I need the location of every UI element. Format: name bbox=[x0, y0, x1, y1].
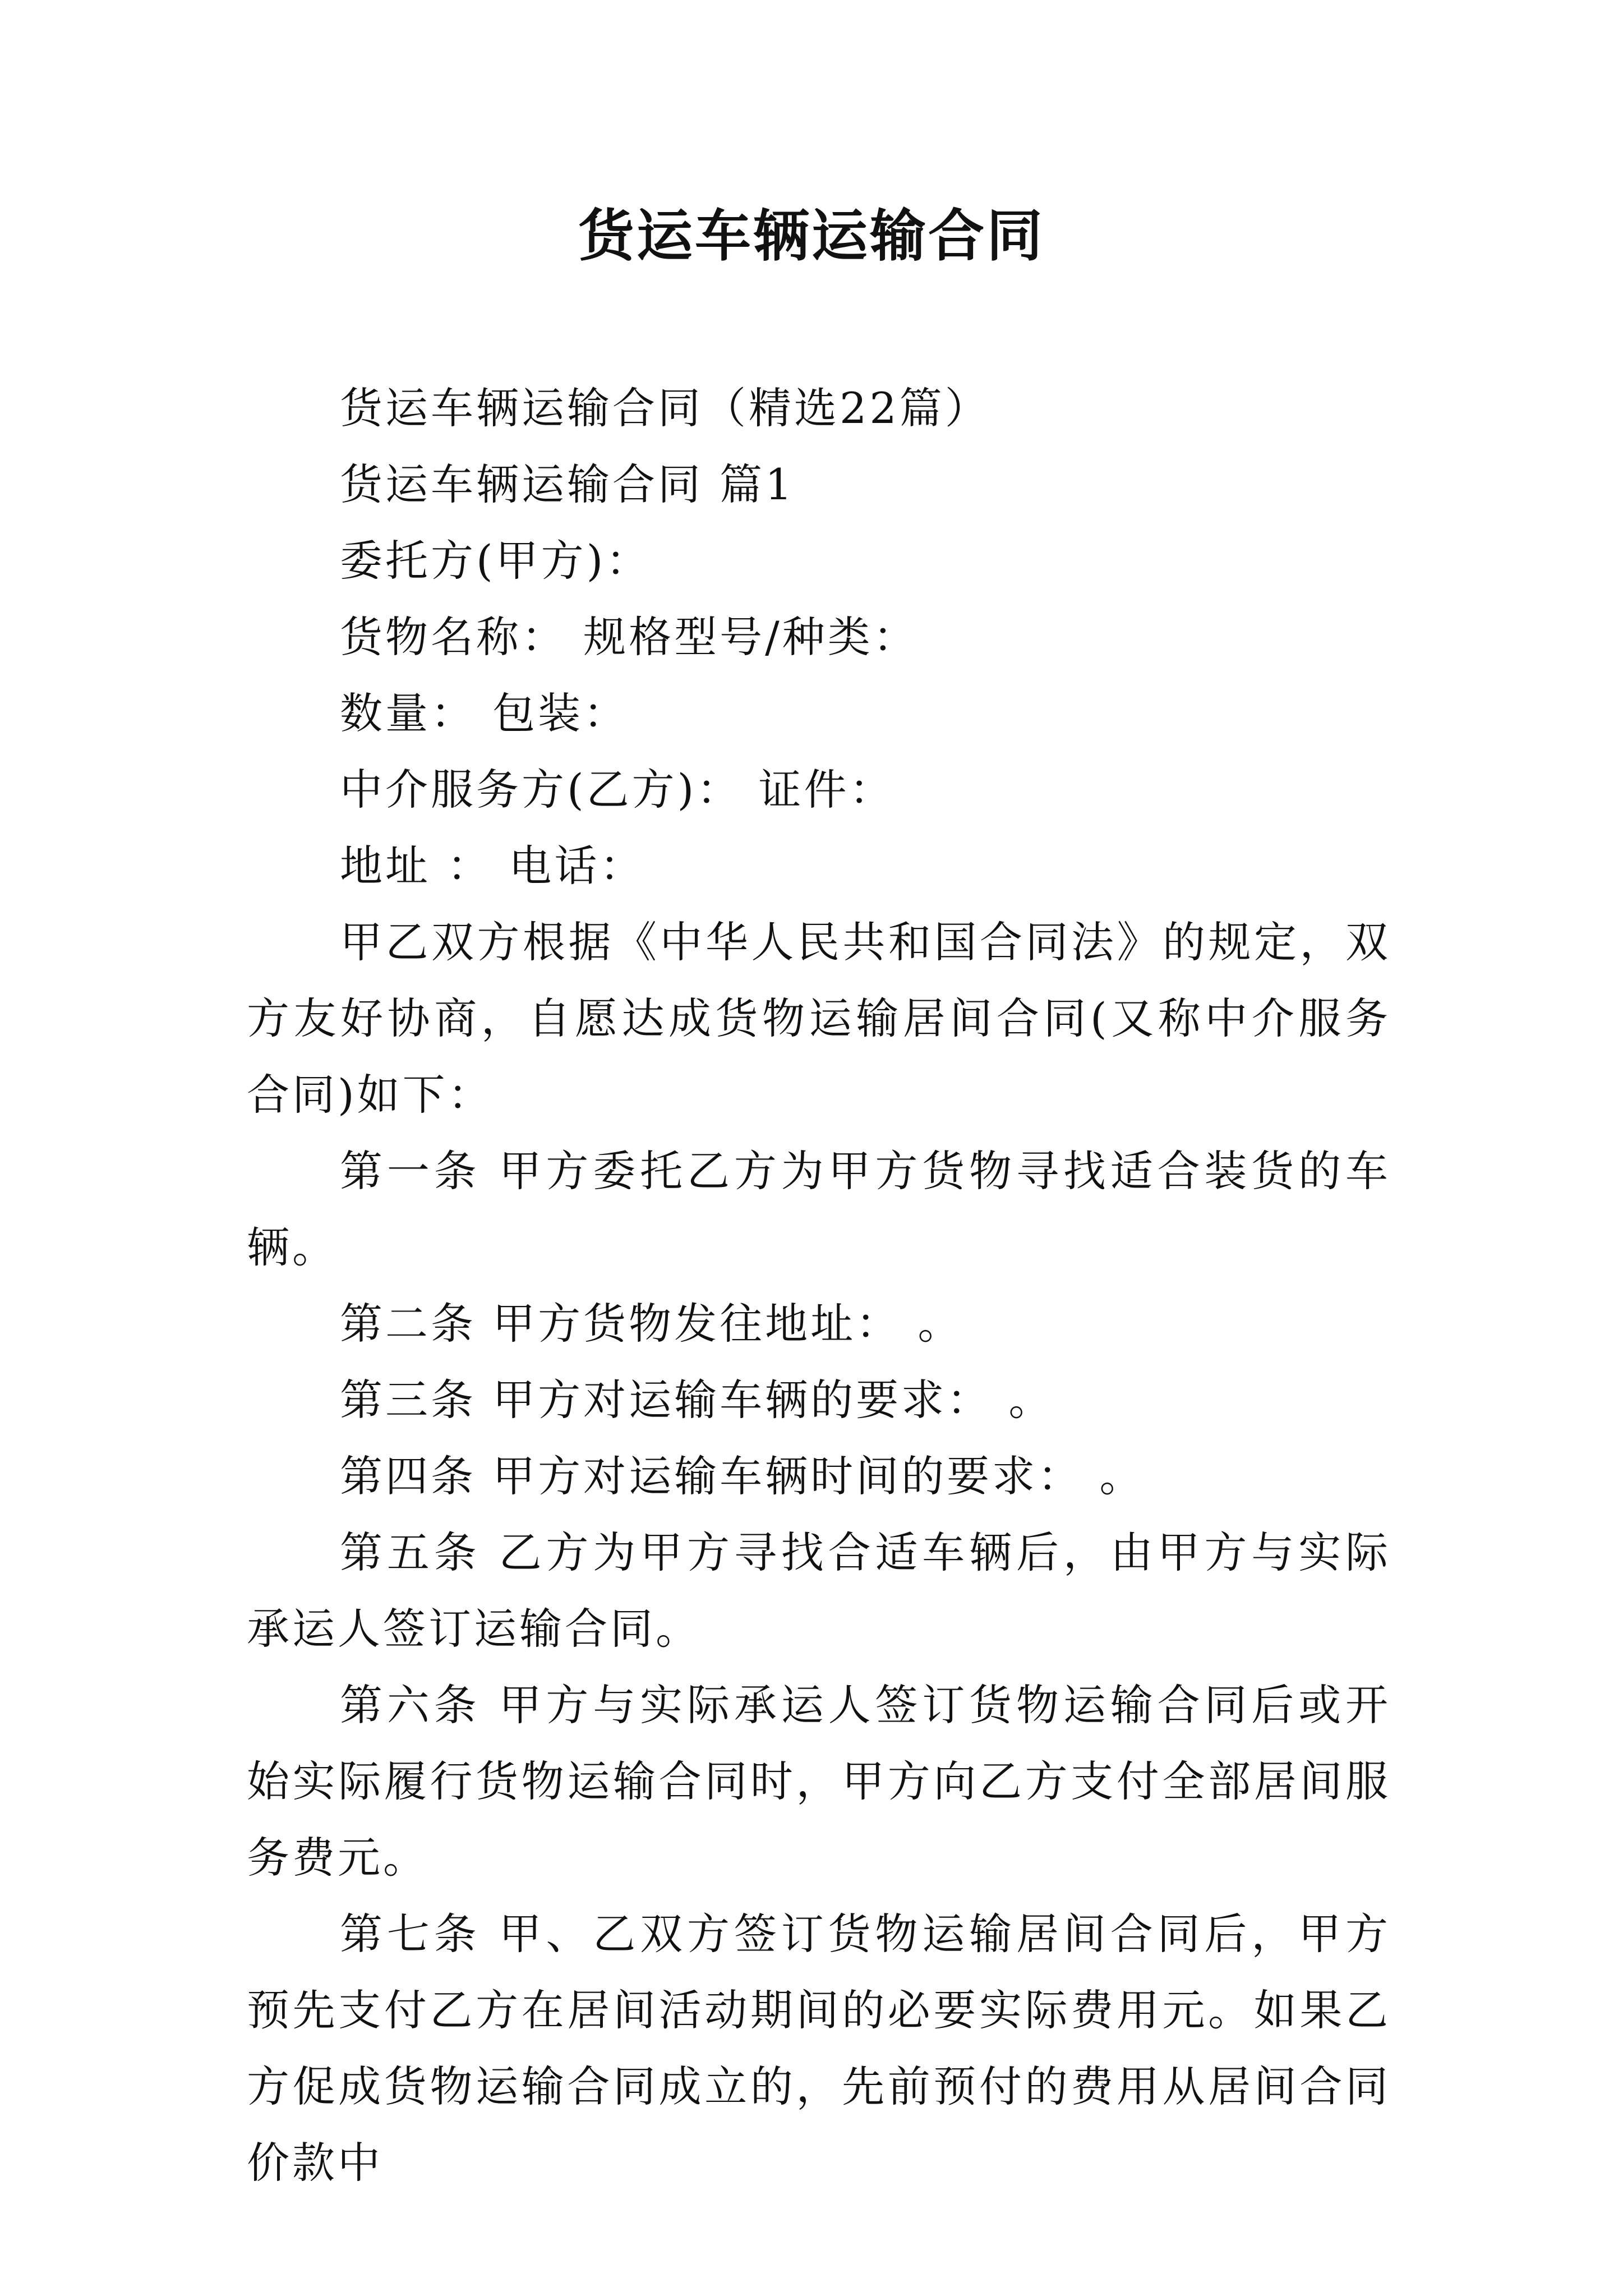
goods-name-line: 货物名称： 规格型号/种类： bbox=[340, 612, 919, 662]
preamble-paragraph: 甲乙双方根据《中华人民共和国合同法》的规定，双方友好协商，自愿达成货物运输居间合同(又称中介服务合同)如下： bbox=[247, 917, 1391, 1120]
article-6: 第六条 甲方与实际承运人签订货物运输合同后或开始实际履行货物运输合同时，甲方向乙方支付全部居间服务费元。 bbox=[247, 1680, 1391, 1883]
section-heading: 货运车辆运输合同 篇1 bbox=[340, 459, 795, 509]
article-2: 第二条 甲方货物发往地址： 。 bbox=[340, 1299, 963, 1349]
party-a-line: 委托方(甲方)： bbox=[340, 536, 652, 586]
party-b-line: 中介服务方(乙方)： 证件： bbox=[340, 765, 895, 815]
article-7: 第七条 甲、乙双方签订货物运输居间合同后，甲方预先支付乙方在居间活动期间的必要实际费用元。如果乙方促成货物运输合同成立的，先前预付的费用从居间合同价款中 bbox=[247, 1909, 1391, 2188]
address-line: 地址 ： 电话： bbox=[340, 841, 645, 891]
document-title: 货运车辆运输合同 bbox=[578, 203, 1045, 269]
article-1: 第一条 甲方委托乙方为甲方货物寻找适合装货的车辆。 bbox=[247, 1146, 1391, 1272]
quantity-line: 数量： 包装： bbox=[340, 688, 629, 738]
document-body bbox=[247, 370, 1391, 2201]
article-3: 第三条 甲方对运输车辆的要求： 。 bbox=[340, 1375, 1054, 1425]
article-4: 第四条 甲方对运输车辆时间的要求： 。 bbox=[340, 1451, 1145, 1501]
subtitle-paragraph: 货运车辆运输合同（精选22篇） bbox=[340, 383, 990, 433]
article-5: 第五条 乙方为甲方寻找合适车辆后，由甲方与实际承运人签订运输合同。 bbox=[247, 1527, 1391, 1654]
